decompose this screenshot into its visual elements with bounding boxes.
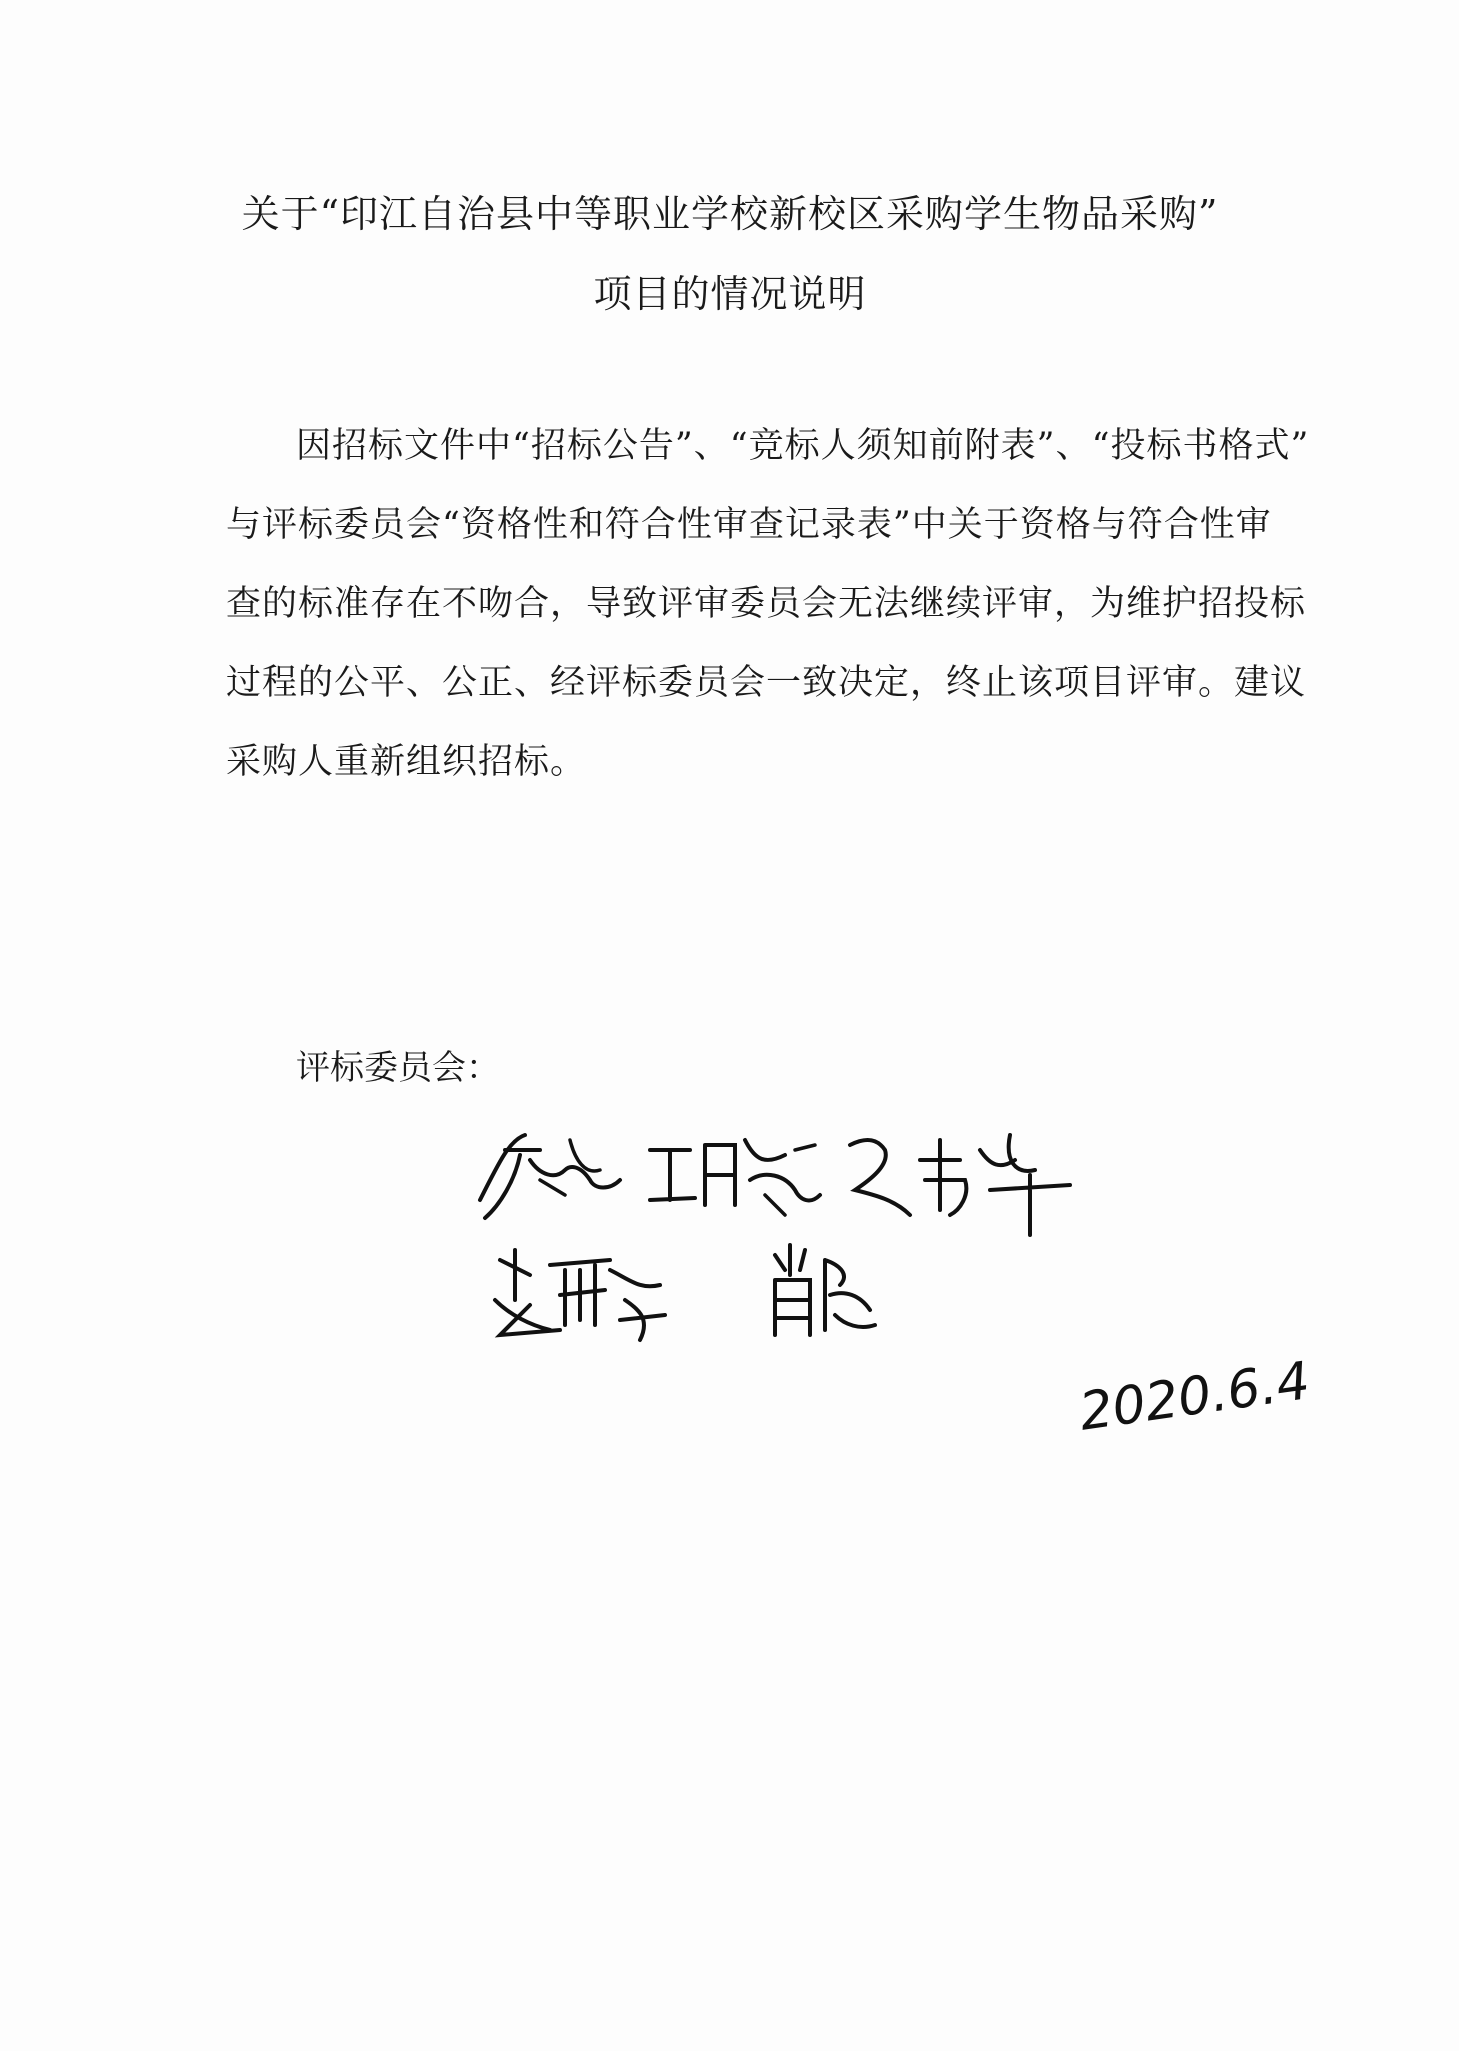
signature-4 [490,1240,680,1365]
signature-5 [760,1240,880,1355]
body-line-2: 与评标委员会“资格性和符合性审查记录表”中关于资格与符合性审 [226,505,1272,545]
body-line-1: 因招标文件中“招标公告”、“竞标人须知前附表”、“投标书格式” [296,426,1310,466]
body-line-3: 查的标准存在不吻合，导致评审委员会无法继续评审，为维护招投标 [226,584,1307,624]
body-line-5: 采购人重新组织招标。 [226,742,587,782]
signature-3 [840,1120,1080,1255]
signature-1 [470,1120,630,1245]
signature-2 [645,1120,825,1245]
body-line-4: 过程的公平、公正、经评标委员会一致决定，终止该项目评审。建议 [226,663,1307,703]
handwritten-date: 2020.6.4 [1075,1351,1314,1443]
document-title-line1: 关于“印江自治县中等职业学校新校区采购学生物品采购” [241,192,1219,236]
committee-label: 评标委员会： [296,1048,500,1088]
document-title-line2: 项目的情况说明 [593,272,867,316]
